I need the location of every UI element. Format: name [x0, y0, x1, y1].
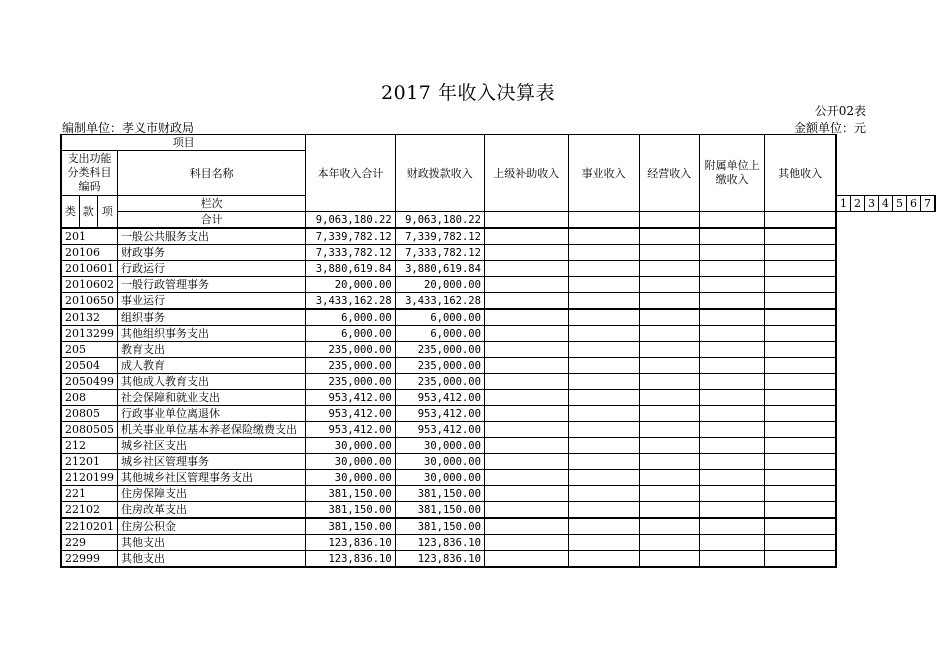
row-affiliate [699, 470, 764, 486]
row-other [765, 309, 836, 326]
row-affiliate [699, 245, 764, 261]
table-row [61, 326, 935, 342]
row-subject-name: 成人教育 [118, 358, 306, 374]
row-superior [484, 454, 568, 470]
row-operation [639, 326, 699, 342]
row-affiliate [699, 535, 764, 551]
row-affiliate [699, 486, 764, 502]
row-fiscal: 123,836.10 [395, 535, 484, 551]
row-business [568, 422, 639, 438]
row-operation [639, 486, 699, 502]
row-code: 22102 [61, 502, 118, 519]
row-superior [484, 261, 568, 277]
row-fiscal: 6,000.00 [395, 326, 484, 342]
row-business [568, 309, 639, 326]
row-operation [639, 454, 699, 470]
row-operation [639, 277, 699, 293]
row-total: 3,880,619.84 [306, 261, 395, 277]
row-superior [484, 245, 568, 261]
row-operation [639, 261, 699, 277]
row-other [765, 406, 836, 422]
row-total: 123,836.10 [306, 551, 395, 568]
header-col-other: 其他收入 [765, 135, 836, 212]
row-total: 953,412.00 [306, 390, 395, 406]
table-row [61, 342, 935, 358]
row-superior [484, 551, 568, 568]
total-operation [639, 212, 699, 229]
header-lei: 类 [61, 196, 79, 229]
row-affiliate [699, 374, 764, 390]
row-superior [484, 422, 568, 438]
row-fiscal: 953,412.00 [395, 422, 484, 438]
row-subject-name: 城乡社区支出 [118, 438, 306, 454]
table-row [61, 438, 935, 454]
row-business [568, 293, 639, 310]
row-total: 953,412.00 [306, 422, 395, 438]
amount-unit: 金额单位：元 [793, 121, 866, 135]
row-total: 6,000.00 [306, 309, 395, 326]
row-total: 7,339,782.12 [306, 228, 395, 245]
row-subject-name: 一般行政管理事务 [118, 277, 306, 293]
row-subject-name: 其他组织事务支出 [118, 326, 306, 342]
row-operation [639, 406, 699, 422]
row-other [765, 261, 836, 277]
row-code: 2050499 [61, 374, 118, 390]
row-total: 30,000.00 [306, 438, 395, 454]
row-code: 221 [61, 486, 118, 502]
row-subject-name: 其他成人教育支出 [118, 374, 306, 390]
header-xiang: 项 [97, 196, 117, 229]
row-subject-name: 教育支出 [118, 342, 306, 358]
total-affiliate [699, 212, 764, 229]
row-operation [639, 228, 699, 245]
row-other [765, 390, 836, 406]
header-col-fiscal: 财政拨款收入 [395, 135, 484, 212]
row-code: 20504 [61, 358, 118, 374]
row-code: 2080505 [61, 422, 118, 438]
row-code: 229 [61, 535, 118, 551]
row-business [568, 454, 639, 470]
row-superior [484, 342, 568, 358]
row-fiscal: 953,412.00 [395, 390, 484, 406]
row-superior [484, 228, 568, 245]
row-total: 953,412.00 [306, 406, 395, 422]
row-fiscal: 3,880,619.84 [395, 261, 484, 277]
row-fiscal: 6,000.00 [395, 309, 484, 326]
row-affiliate [699, 342, 764, 358]
row-other [765, 454, 836, 470]
row-affiliate [699, 406, 764, 422]
row-business [568, 326, 639, 342]
header-col-affiliate: 附属单位上缴收入 [699, 135, 764, 212]
header-project: 项目 [61, 135, 306, 151]
table-row [61, 422, 935, 438]
row-operation [639, 535, 699, 551]
page-title: 2017 年收入决算表 [381, 82, 555, 104]
row-fiscal: 235,000.00 [395, 342, 484, 358]
row-business [568, 551, 639, 568]
header-col-operation: 经营收入 [639, 135, 699, 212]
total-label: 合计 [118, 212, 306, 229]
row-fiscal: 30,000.00 [395, 454, 484, 470]
row-total: 381,150.00 [306, 518, 395, 535]
row-operation [639, 502, 699, 519]
row-other [765, 535, 836, 551]
row-superior [484, 277, 568, 293]
row-fiscal: 3,433,162.28 [395, 293, 484, 310]
row-code: 2013299 [61, 326, 118, 342]
row-code: 2010601 [61, 261, 118, 277]
row-superior [484, 374, 568, 390]
row-subject-name: 行政事业单位离退休 [118, 406, 306, 422]
row-subject-name: 住房保障支出 [118, 486, 306, 502]
row-other [765, 326, 836, 342]
row-operation [639, 358, 699, 374]
total-other [765, 212, 836, 229]
row-superior [484, 535, 568, 551]
row-code: 20132 [61, 309, 118, 326]
column-index-7: 7 [921, 196, 936, 212]
row-subject-name: 住房公积金 [118, 518, 306, 535]
row-affiliate [699, 326, 764, 342]
row-total: 123,836.10 [306, 535, 395, 551]
row-affiliate [699, 551, 764, 568]
row-other [765, 551, 836, 568]
row-other [765, 518, 836, 535]
row-other [765, 470, 836, 486]
row-operation [639, 374, 699, 390]
row-total: 381,150.00 [306, 486, 395, 502]
row-business [568, 502, 639, 519]
row-total: 30,000.00 [306, 470, 395, 486]
table-row [61, 293, 935, 310]
row-subject-name: 机关事业单位基本养老保险缴费支出 [118, 422, 306, 438]
row-superior [484, 406, 568, 422]
column-index-3: 3 [865, 196, 879, 212]
total-business [568, 212, 639, 229]
row-subject-name: 其他支出 [118, 535, 306, 551]
row-business [568, 390, 639, 406]
row-code: 22999 [61, 551, 118, 568]
row-fiscal: 381,150.00 [395, 486, 484, 502]
row-other [765, 228, 836, 245]
row-business [568, 277, 639, 293]
row-business [568, 406, 639, 422]
row-business [568, 261, 639, 277]
row-code: 201 [61, 228, 118, 245]
row-total: 7,333,782.12 [306, 245, 395, 261]
header-col-total: 本年收入合计 [306, 135, 395, 212]
row-subject-name: 行政运行 [118, 261, 306, 277]
compiler-unit: 编制单位：孝义市财政局 [62, 121, 195, 135]
table-row [61, 502, 935, 519]
header-func-code: 支出功能分类科目编码 [61, 151, 118, 196]
row-total: 381,150.00 [306, 502, 395, 519]
row-operation [639, 309, 699, 326]
table-row [61, 390, 935, 406]
row-affiliate [699, 518, 764, 535]
total-fiscal: 9,063,180.22 [395, 212, 484, 229]
column-index-4: 4 [879, 196, 893, 212]
row-fiscal: 30,000.00 [395, 438, 484, 454]
table-row [61, 309, 935, 326]
row-other [765, 245, 836, 261]
row-business [568, 518, 639, 535]
row-total: 235,000.00 [306, 374, 395, 390]
row-superior [484, 293, 568, 310]
column-index-label: 栏次 [118, 196, 306, 212]
row-code: 205 [61, 342, 118, 358]
row-code: 2120199 [61, 470, 118, 486]
row-code: 21201 [61, 454, 118, 470]
row-subject-name: 城乡社区管理事务 [118, 454, 306, 470]
row-operation [639, 551, 699, 568]
table-row [61, 551, 935, 568]
row-total: 3,433,162.28 [306, 293, 395, 310]
row-operation [639, 422, 699, 438]
row-other [765, 358, 836, 374]
row-business [568, 358, 639, 374]
row-superior [484, 390, 568, 406]
row-superior [484, 309, 568, 326]
row-other [765, 277, 836, 293]
table-row [61, 374, 935, 390]
header-col-superior: 上级补助收入 [484, 135, 568, 212]
table-row [61, 358, 935, 374]
row-subject-name: 其他支出 [118, 551, 306, 568]
row-subject-name: 财政事务 [118, 245, 306, 261]
table-row [61, 486, 935, 502]
row-fiscal: 123,836.10 [395, 551, 484, 568]
row-affiliate [699, 309, 764, 326]
row-code: 20805 [61, 406, 118, 422]
row-superior [484, 326, 568, 342]
row-affiliate [699, 454, 764, 470]
row-fiscal: 235,000.00 [395, 374, 484, 390]
row-superior [484, 358, 568, 374]
table-row [61, 261, 935, 277]
row-superior [484, 470, 568, 486]
row-operation [639, 470, 699, 486]
row-total: 6,000.00 [306, 326, 395, 342]
row-code: 20106 [61, 245, 118, 261]
row-total: 30,000.00 [306, 454, 395, 470]
table-row [61, 245, 935, 261]
row-affiliate [699, 438, 764, 454]
row-business [568, 342, 639, 358]
row-code: 212 [61, 438, 118, 454]
row-affiliate [699, 422, 764, 438]
row-affiliate [699, 390, 764, 406]
row-operation [639, 518, 699, 535]
row-subject-name: 住房改革支出 [118, 502, 306, 519]
row-superior [484, 486, 568, 502]
row-business [568, 535, 639, 551]
row-business [568, 486, 639, 502]
row-subject-name: 其他城乡社区管理事务支出 [118, 470, 306, 486]
row-total: 20,000.00 [306, 277, 395, 293]
row-superior [484, 502, 568, 519]
row-fiscal: 20,000.00 [395, 277, 484, 293]
row-code: 2010650 [61, 293, 118, 310]
row-affiliate [699, 261, 764, 277]
row-other [765, 374, 836, 390]
row-other [765, 502, 836, 519]
row-subject-name: 一般公共服务支出 [118, 228, 306, 245]
row-business [568, 228, 639, 245]
header-col-business: 事业收入 [568, 135, 639, 212]
row-other [765, 438, 836, 454]
row-fiscal: 381,150.00 [395, 518, 484, 535]
row-fiscal: 7,333,782.12 [395, 245, 484, 261]
row-other [765, 486, 836, 502]
row-fiscal: 953,412.00 [395, 406, 484, 422]
row-affiliate [699, 228, 764, 245]
row-subject-name: 组织事务 [118, 309, 306, 326]
income-table [60, 134, 936, 568]
total-superior [484, 212, 568, 229]
row-operation [639, 390, 699, 406]
row-total: 235,000.00 [306, 358, 395, 374]
table-row [61, 470, 935, 486]
row-superior [484, 518, 568, 535]
row-subject-name: 事业运行 [118, 293, 306, 310]
row-fiscal: 30,000.00 [395, 470, 484, 486]
table-row [61, 406, 935, 422]
row-fiscal: 381,150.00 [395, 502, 484, 519]
column-index-2: 2 [851, 196, 865, 212]
column-index-5: 5 [893, 196, 907, 212]
row-other [765, 342, 836, 358]
row-total: 235,000.00 [306, 342, 395, 358]
total-amount: 9,063,180.22 [306, 212, 395, 229]
row-business [568, 438, 639, 454]
row-other [765, 293, 836, 310]
row-operation [639, 342, 699, 358]
column-index-6: 6 [907, 196, 921, 212]
row-operation [639, 438, 699, 454]
row-business [568, 245, 639, 261]
header-subject-name: 科目名称 [118, 151, 306, 196]
row-affiliate [699, 277, 764, 293]
row-affiliate [699, 502, 764, 519]
row-subject-name: 社会保障和就业支出 [118, 390, 306, 406]
table-row [61, 454, 935, 470]
table-row [61, 535, 935, 551]
row-affiliate [699, 358, 764, 374]
form-number: 公开02表 [814, 104, 866, 118]
row-code: 2010602 [61, 277, 118, 293]
table-row [61, 518, 935, 535]
row-operation [639, 245, 699, 261]
row-code: 2210201 [61, 518, 118, 535]
row-affiliate [699, 293, 764, 310]
column-index-1: 1 [836, 196, 851, 212]
row-operation [639, 293, 699, 310]
row-superior [484, 438, 568, 454]
row-business [568, 470, 639, 486]
table-row [61, 277, 935, 293]
table-row [61, 228, 935, 245]
row-other [765, 422, 836, 438]
row-fiscal: 7,339,782.12 [395, 228, 484, 245]
row-code: 208 [61, 390, 118, 406]
header-kuan: 款 [79, 196, 97, 229]
row-business [568, 374, 639, 390]
row-fiscal: 235,000.00 [395, 358, 484, 374]
